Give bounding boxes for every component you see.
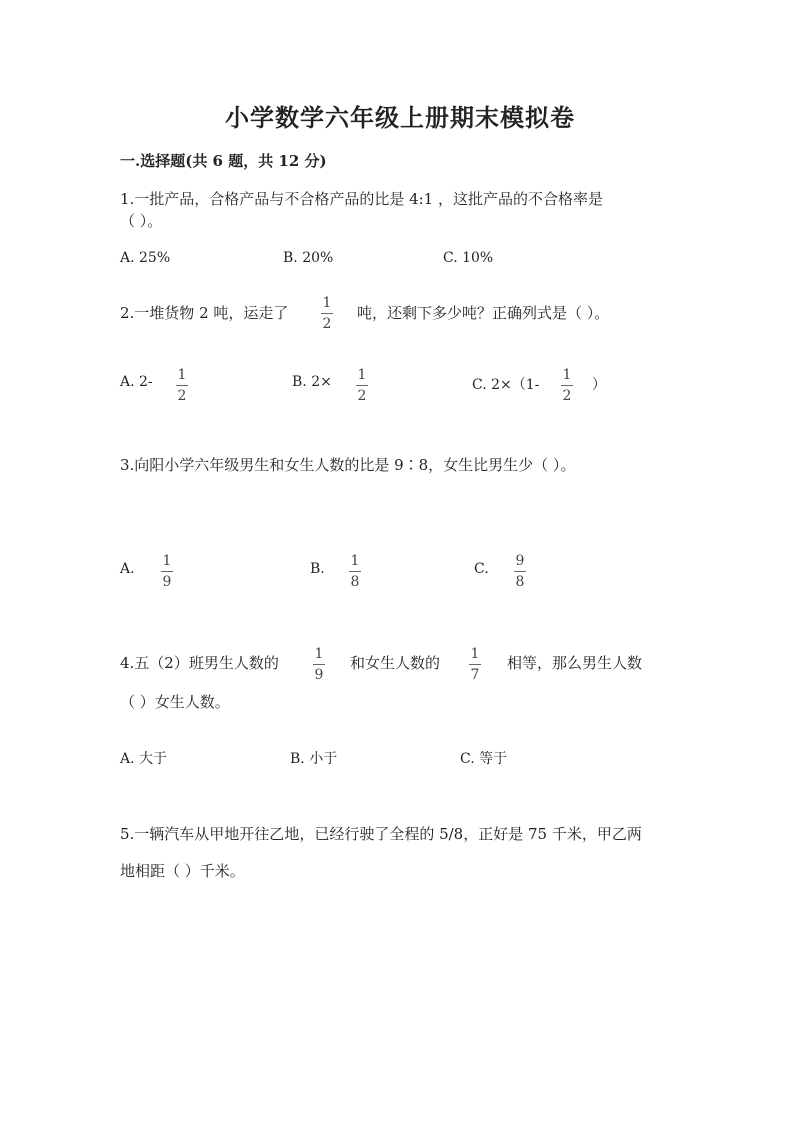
question-1-line-1: 1.一批产品，合格产品与不合格产品的比是 4:1 ，这批产品的不合格率是 xyxy=(120,190,603,208)
question-2-option-a: A. 2- xyxy=(120,374,153,390)
page-title: 小学数学六年级上册期末模拟卷 xyxy=(225,103,575,132)
question-4-text-b: 和女生人数的 xyxy=(350,654,441,672)
fraction-denominator: 2 xyxy=(562,388,572,404)
fraction-denominator: 9 xyxy=(314,667,324,683)
question-3-option-c-fraction xyxy=(514,553,526,590)
question-4-text-c: 相等，那么男生人数 xyxy=(507,654,643,672)
fraction-numerator: 1 xyxy=(470,646,480,662)
question-5-line-2: 地相距（ ）千米。 xyxy=(120,862,245,880)
question-5-line-1: 5.一辆汽车从甲地开往乙地，已经行驶了全程的 5/8，正好是 75 千米，甲乙两 xyxy=(120,825,642,843)
fraction-bar xyxy=(514,571,526,572)
fraction-bar xyxy=(469,664,481,665)
question-1-option-c: C. 10% xyxy=(443,250,494,266)
fraction-numerator: 1 xyxy=(357,367,367,383)
fraction-denominator: 2 xyxy=(357,388,367,404)
question-3-option-c-label: C. xyxy=(474,561,489,577)
fraction-denominator: 2 xyxy=(177,388,187,404)
question-2-fraction xyxy=(321,295,333,332)
fraction-bar xyxy=(349,571,361,572)
question-2-text-b: 吨，还剩下多少吨？正确列式是（ ）。 xyxy=(357,304,610,322)
fraction-bar xyxy=(321,313,333,314)
fraction-bar xyxy=(561,385,573,386)
fraction-bar xyxy=(356,385,368,386)
question-2-text-a: 2.一堆货物 2 吨，运走了 xyxy=(120,304,289,322)
question-2-option-c: C. 2×（1- xyxy=(472,377,540,393)
question-3-option-b-label: B. xyxy=(310,561,325,577)
fraction-numerator: 1 xyxy=(322,295,332,311)
question-4-option-c: C. 等于 xyxy=(460,751,508,767)
question-1-option-b: B. 20% xyxy=(283,250,334,266)
fraction-numerator: 1 xyxy=(350,553,360,569)
question-4-line-2: （ ）女生人数。 xyxy=(120,693,230,711)
fraction-numerator: 1 xyxy=(562,367,572,383)
question-3-option-a-label: A. xyxy=(120,561,135,577)
question-4-option-b: B. 小于 xyxy=(290,751,338,767)
fraction-bar xyxy=(161,571,173,572)
question-1-line-2: （ ）。 xyxy=(120,212,163,230)
question-4-text-a: 4.五（2）班男生人数的 xyxy=(120,654,279,672)
question-2-option-a-fraction xyxy=(176,367,188,404)
fraction-numerator: 1 xyxy=(314,646,324,662)
question-4-fraction-1 xyxy=(313,646,325,683)
question-2-option-c-close: ） xyxy=(592,377,606,393)
question-4-option-a: A. 大于 xyxy=(120,751,168,767)
question-3-option-a-fraction xyxy=(161,553,173,590)
question-3-text: 3.向阳小学六年级男生和女生人数的比是 9∶8，女生比男生少（ ）。 xyxy=(120,456,576,474)
fraction-bar xyxy=(313,664,325,665)
fraction-numerator: 1 xyxy=(177,367,187,383)
question-3-option-b-fraction xyxy=(349,553,361,590)
fraction-denominator: 2 xyxy=(322,316,332,332)
question-1-option-a: A. 25% xyxy=(120,250,171,266)
fraction-denominator: 8 xyxy=(350,574,360,590)
fraction-denominator: 9 xyxy=(162,574,172,590)
section-heading: 一.选择题(共 6 题，共 12 分) xyxy=(120,152,327,170)
fraction-bar xyxy=(176,385,188,386)
fraction-denominator: 8 xyxy=(515,574,525,590)
fraction-numerator: 9 xyxy=(515,553,525,569)
fraction-numerator: 1 xyxy=(162,553,172,569)
fraction-denominator: 7 xyxy=(470,667,480,683)
question-2-option-b: B. 2× xyxy=(292,374,332,390)
question-2-option-c-fraction xyxy=(561,367,573,404)
question-4-fraction-2 xyxy=(469,646,481,683)
question-2-option-b-fraction xyxy=(356,367,368,404)
